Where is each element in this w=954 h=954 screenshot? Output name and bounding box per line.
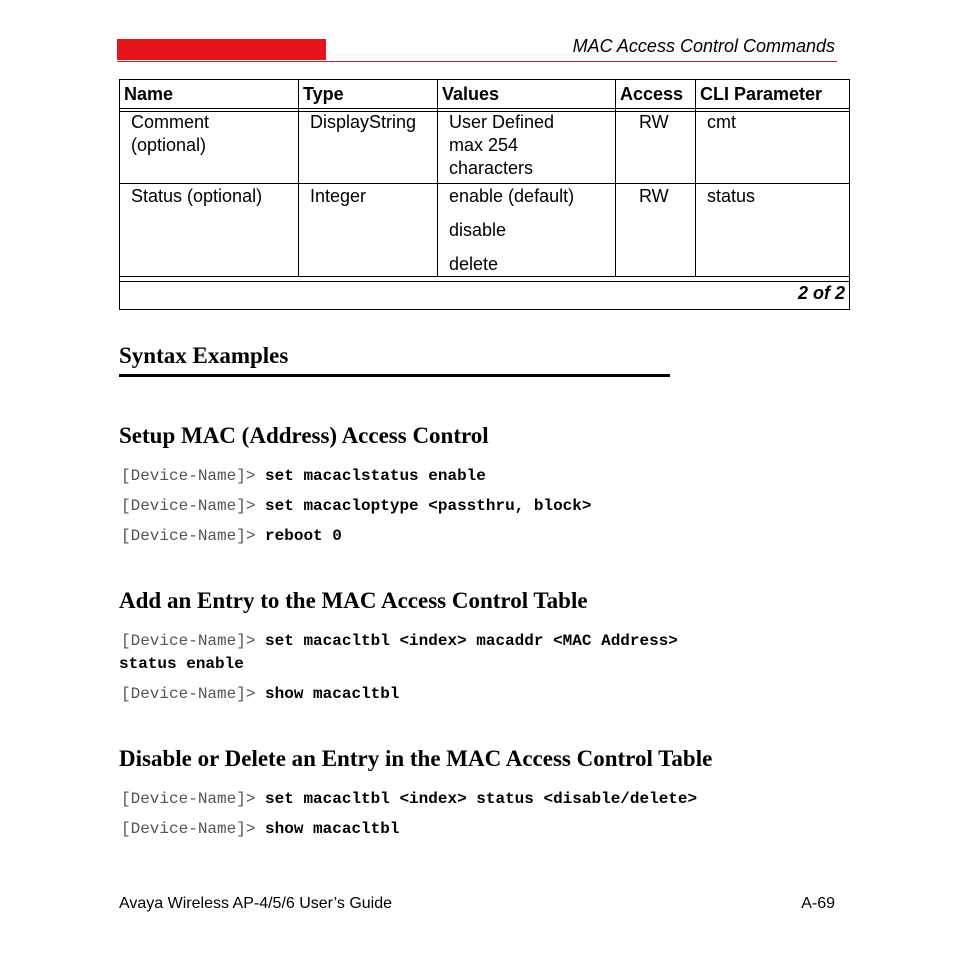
cli-command: set macacltbl <index> macaddr <MAC Address> — [265, 632, 678, 650]
mac-parameters-table — [119, 79, 850, 310]
header-rule — [117, 61, 837, 62]
column-header-type: Type — [303, 84, 344, 104]
header-divider — [120, 108, 849, 109]
table-cell-name: Comment (optional) — [131, 112, 210, 155]
column-header-name: Name — [124, 84, 174, 104]
cli-prompt: [Device-Name]> — [121, 632, 256, 650]
code-line-continuation — [119, 654, 244, 674]
subsection-title: Disable or Delete an Entry in the MAC Access Control Table — [119, 746, 713, 771]
row-divider — [120, 276, 849, 277]
cli-prompt: [Device-Name]> — [121, 790, 256, 808]
column-divider — [437, 80, 438, 277]
code-line — [121, 526, 342, 546]
code-line — [121, 819, 399, 839]
cli-prompt: [Device-Name]> — [121, 497, 256, 515]
cli-prompt: [Device-Name]> — [121, 685, 256, 703]
table-page-indicator: 2 of 2 — [797, 283, 845, 303]
cli-command: show macacltbl — [265, 685, 400, 703]
footer-guide-title: Avaya Wireless AP-4/5/6 User’s Guide — [119, 895, 393, 912]
column-divider — [615, 80, 616, 277]
cli-command: reboot 0 — [265, 527, 342, 545]
column-header-cli-parameter: CLI Parameter — [700, 84, 823, 104]
code-line — [121, 631, 678, 651]
table-cell-value: enable (default) — [449, 186, 575, 206]
cli-command: set macaclstatus enable — [265, 467, 486, 485]
code-line — [121, 466, 486, 486]
cli-command: status enable — [119, 655, 244, 673]
header-red-bar — [117, 39, 326, 60]
table-cell-value: disable — [449, 220, 507, 240]
column-header-values: Values — [442, 84, 500, 104]
section-rule — [119, 374, 670, 377]
code-line — [121, 789, 697, 809]
page-header-title: MAC Access Control Commands — [572, 36, 835, 56]
table-cell-access: RW — [639, 112, 669, 132]
cli-prompt: [Device-Name]> — [121, 467, 256, 485]
section-title: Syntax Examples — [119, 343, 289, 368]
table-cell-values: User Defined max 254 characters — [449, 112, 555, 178]
column-divider — [298, 80, 299, 277]
row-divider — [120, 183, 849, 184]
subsection-title: Setup MAC (Address) Access Control — [119, 423, 489, 448]
cli-prompt: [Device-Name]> — [121, 527, 256, 545]
footer-page-number: A-69 — [801, 895, 835, 912]
subsection-title: Add an Entry to the MAC Access Control Table — [119, 588, 588, 613]
code-line — [121, 684, 399, 704]
table-cell-cli: status — [707, 186, 756, 206]
table-cell-cli: cmt — [707, 112, 736, 132]
column-header-access: Access — [620, 84, 684, 104]
cli-prompt: [Device-Name]> — [121, 820, 256, 838]
table-cell-value: delete — [449, 254, 499, 274]
table-cell-name: Status (optional) — [131, 186, 263, 206]
column-divider — [695, 80, 696, 277]
cli-command: set macacloptype <passthru, block> — [265, 497, 592, 515]
table-cell-access: RW — [639, 186, 669, 206]
row-divider-double — [120, 281, 849, 282]
cli-command: show macacltbl — [265, 820, 400, 838]
table-cell-type: DisplayString — [310, 112, 417, 132]
table-cell-type: Integer — [310, 186, 367, 206]
cli-command: set macacltbl <index> status <disable/delete> — [265, 790, 698, 808]
code-line — [121, 496, 591, 516]
